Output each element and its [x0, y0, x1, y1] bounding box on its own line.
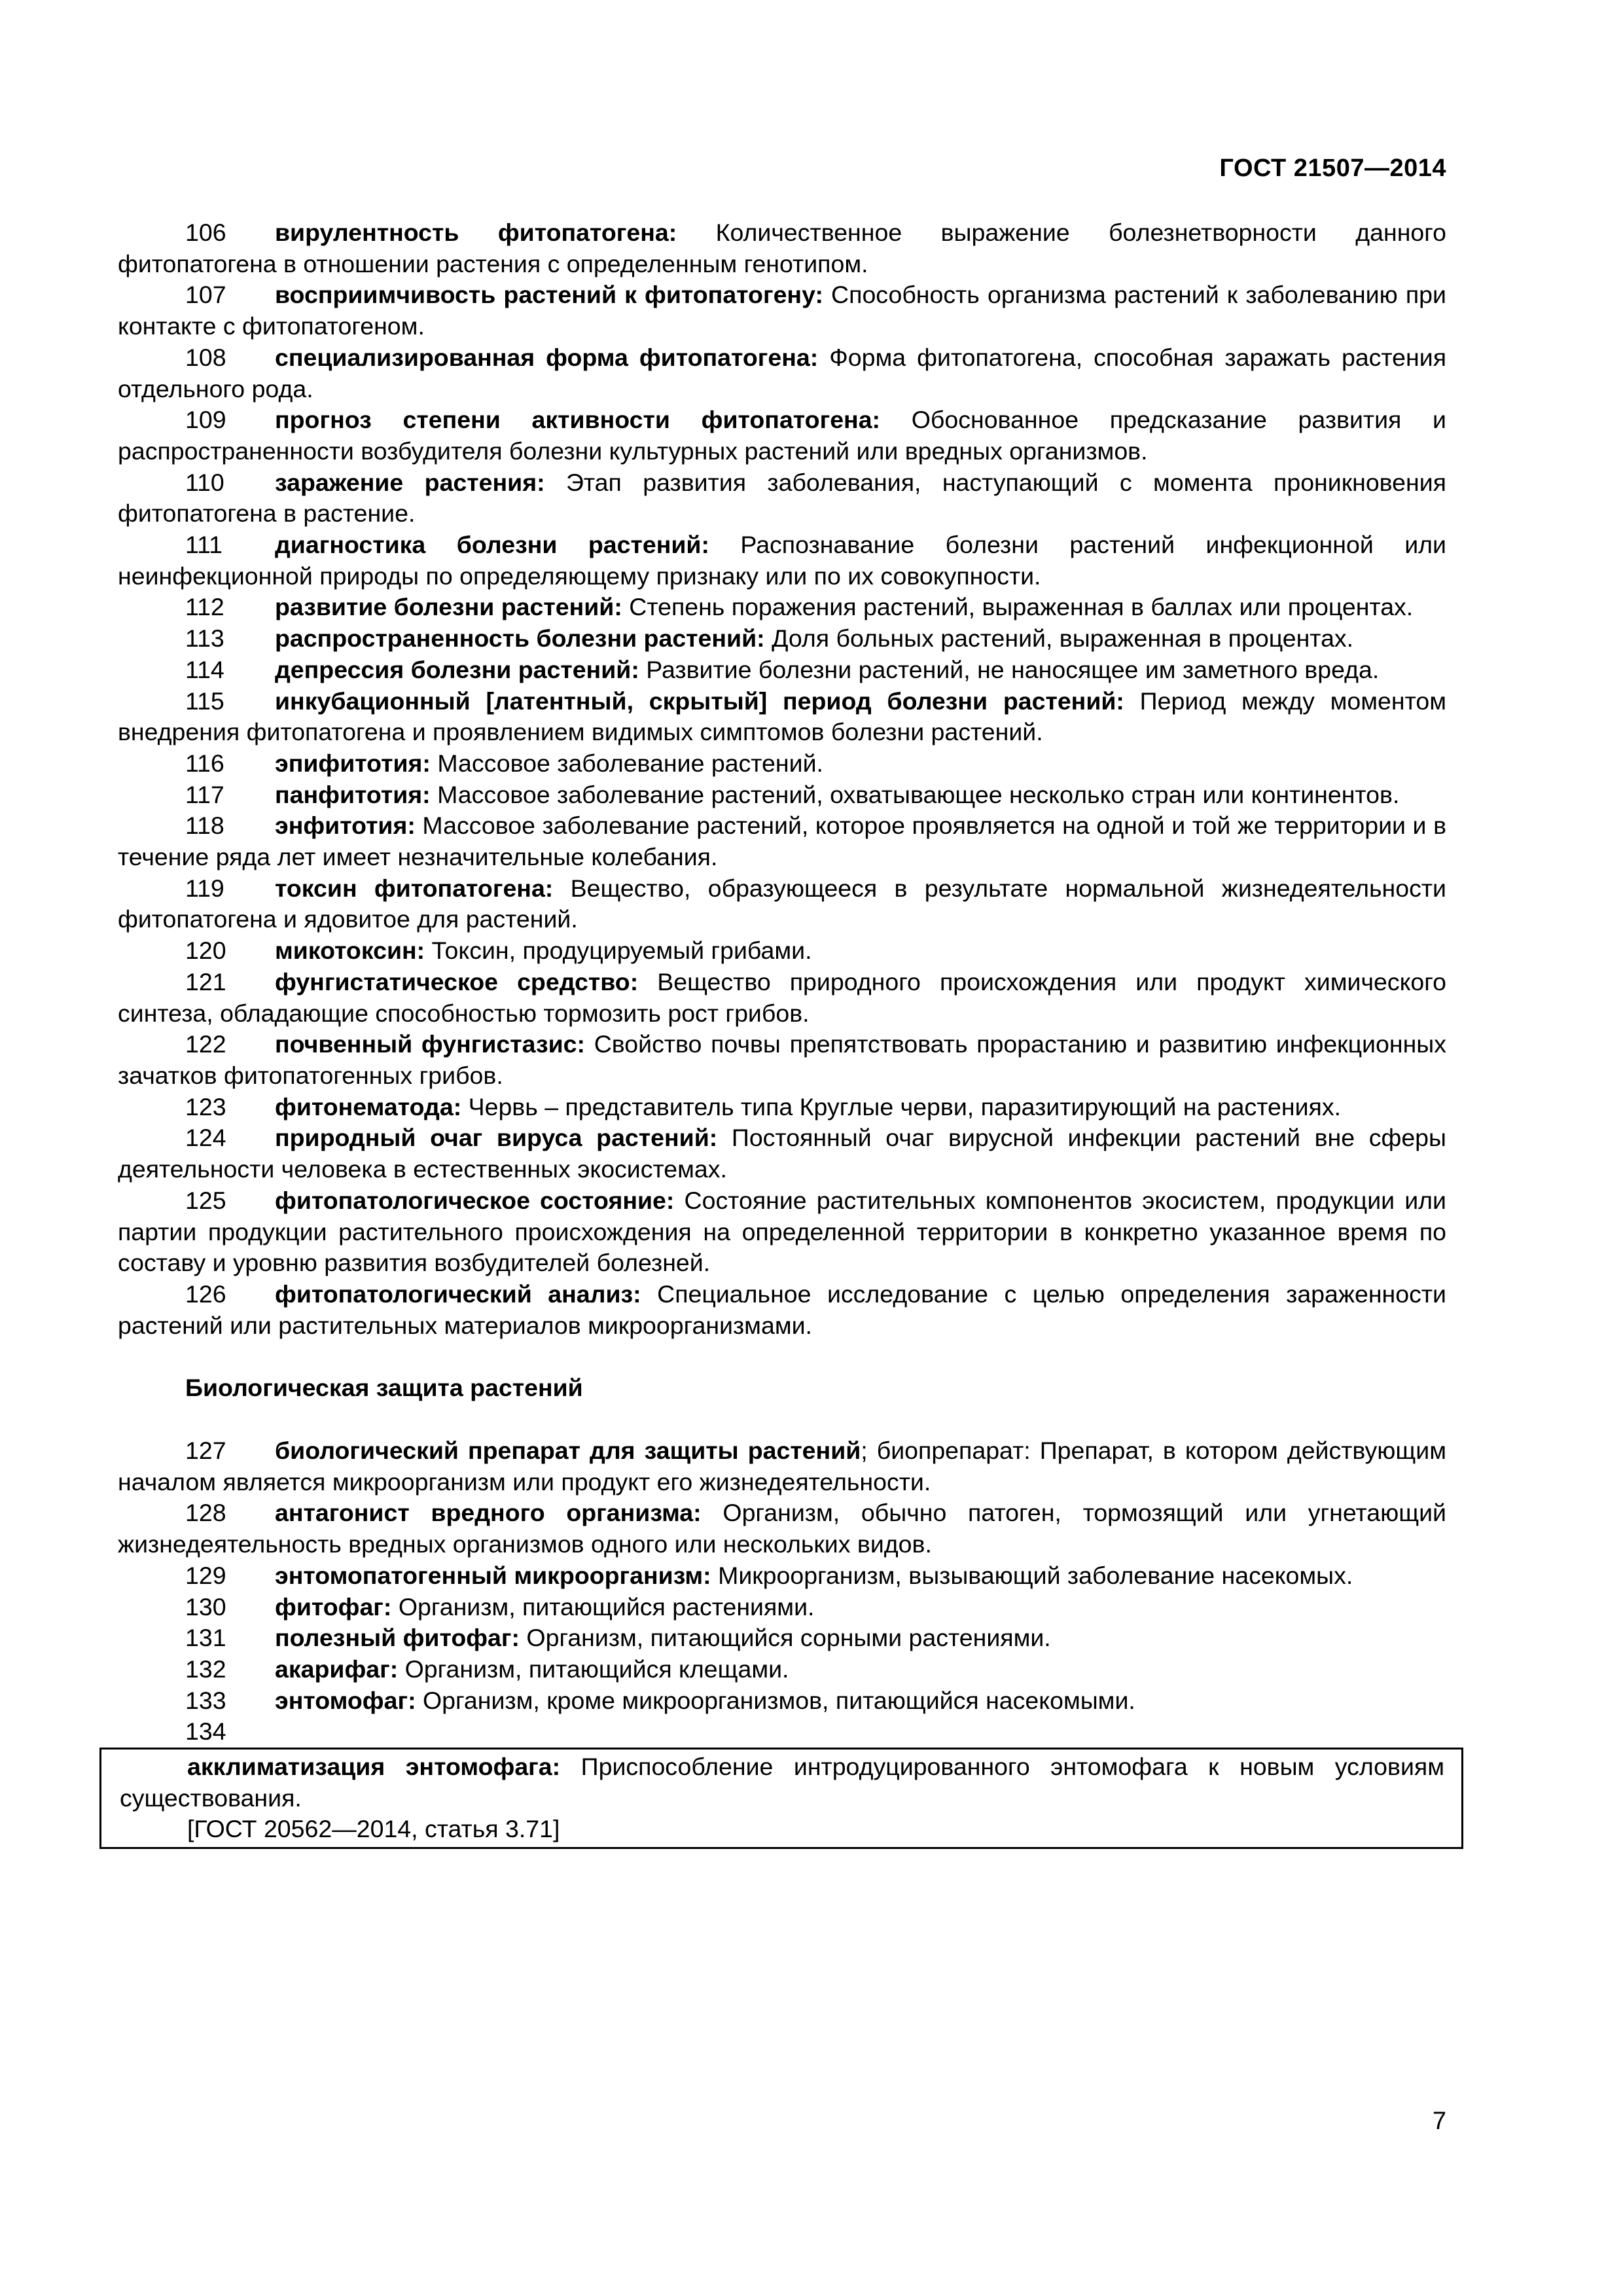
entry-number: 123: [185, 1092, 226, 1121]
term-entry: [118, 623, 1446, 655]
entry-term: диагностика болезни растений:: [275, 531, 709, 559]
entry-number: 116: [185, 749, 224, 777]
terms-list-phytopathology: [118, 217, 1446, 1341]
term-entry: [118, 1185, 1446, 1279]
entry-text: Форма фитопатогена, способная заражать растения отдельного рода.: [118, 343, 1446, 403]
entry-text: Червь – представитель типа Круглые черви, паразитирующий на растениях.: [461, 1092, 1341, 1121]
entry-number: 119: [185, 874, 224, 902]
entry-text: Доля больных растений, выраженная в процентах.: [764, 624, 1354, 653]
entry-text: ; биопрепарат: Препарат, в котором действующим началом является микроорганизм или продукт его жизнедеятельности.: [118, 1437, 1446, 1496]
term-entry: [118, 1654, 1446, 1685]
entry-text: Количественное выражение болезнетворности данного фитопатогена в отношении растения с определенным генотипом.: [118, 219, 1446, 278]
entry-term: вирулентность фитопатогена:: [275, 219, 677, 246]
entry-text: Способность организма растений к заболеванию при контакте с фитопатогеном.: [118, 281, 1446, 340]
entry-number: 126: [185, 1280, 226, 1308]
entry-text: Развитие болезни растений, не наносящее им заметного вреда.: [639, 655, 1380, 683]
entry-number: 111: [185, 531, 223, 559]
entry-term: энфитотия:: [275, 812, 416, 840]
term-entry: [118, 1279, 1446, 1341]
entry-number: 133: [185, 1686, 226, 1714]
term-entry: [118, 592, 1446, 623]
entry-number: 117: [185, 780, 224, 808]
entry-text: Вещество, образующееся в результате нормальной жизнедеятельности фитопатогена и ядовитое для растений.: [118, 874, 1446, 933]
entry-text: Организм, питающийся растениями.: [391, 1592, 815, 1621]
entry-number: 120: [185, 937, 226, 965]
entry-term: депрессия болезни растений:: [275, 655, 639, 683]
entry-text: Период между моментом внедрения фитопатогена и проявлением видимых симптомов болезни растений.: [118, 687, 1447, 746]
entry-text: Массовое заболевание растений.: [430, 749, 823, 777]
term-entry: [118, 686, 1446, 748]
entry-number: 121: [185, 967, 226, 996]
term-entry: [118, 1560, 1446, 1592]
term-entry: [118, 404, 1446, 467]
entry-text: Приспособление интродуцированного энтомофага к новым условиям существования.: [120, 1753, 1444, 1812]
entry-number: 107: [185, 281, 226, 309]
entry-number: 113: [185, 624, 224, 653]
entry-term: прогноз степени активности фитопатогена:: [275, 406, 881, 434]
entry-term: микотоксин:: [275, 937, 425, 965]
entry-term: полезный фитофаг:: [275, 1624, 520, 1652]
entry-number: 115: [185, 687, 224, 715]
entry-term: биологический препарат для защиты растений: [275, 1437, 861, 1465]
entry-term: энтомофаг:: [275, 1686, 416, 1714]
entry-term: природный очаг вируса растений:: [275, 1124, 718, 1152]
page-number: 7: [1432, 2108, 1446, 2135]
term-entry: [118, 529, 1446, 592]
entry-number: 108: [185, 343, 226, 371]
entry-number: 124: [185, 1124, 226, 1152]
entry-term: специализированная форма фитопатогена:: [275, 343, 819, 371]
entry-number: 110: [185, 468, 224, 496]
entry-text: Токсин, продуцируемый грибами.: [425, 937, 812, 965]
entry-number: 125: [185, 1186, 226, 1214]
term-entry: [118, 467, 1446, 529]
reference-note: [ГОСТ 20562—2014, статья 3.71]: [187, 1815, 560, 1843]
term-entry: [118, 873, 1446, 935]
term-entry: [118, 1685, 1446, 1717]
document-body: [118, 217, 1446, 1849]
entry-term: акарифаг:: [275, 1655, 399, 1683]
entry-term: инкубационный [латентный, скрытый] период болезни растений:: [275, 687, 1124, 715]
entry-term: панфитотия:: [275, 780, 431, 808]
entry-text: Массовое заболевание растений, которое проявляется на одной и той же территории и в течение ряда лет имеет незначительные колебания.: [118, 812, 1446, 871]
terms-list-biological-protection: [118, 1435, 1446, 1716]
term-entry: [118, 342, 1446, 404]
entry-text: Организм, питающийся клещами.: [398, 1655, 789, 1683]
entry-term: восприимчивость растений к фитопатогену:: [275, 281, 823, 309]
entry-text: Вещество природного происхождения или продукт химического синтеза, обладающие способностью тормозить рост грибов.: [118, 967, 1446, 1027]
entry-text: Организм, питающийся сорными растениями.: [520, 1624, 1051, 1652]
entry-text: Свойство почвы препятствовать прорастанию и развитию инфекционных зачатков фитопатогенных грибов.: [118, 1030, 1446, 1089]
entry-text: Массовое заболевание растений, охватывающее несколько стран или континентов.: [430, 780, 1400, 808]
term-entry: [118, 1092, 1446, 1123]
entry-134-definition: [120, 1751, 1444, 1814]
term-entry: [118, 935, 1446, 967]
entry-text: Специальное исследование с целью определения зараженности растений или растительных материалов микроорганизмами.: [118, 1280, 1446, 1339]
entry-text: Этап развития заболевания, наступающий с момента проникновения фитопатогена в растение.: [118, 468, 1446, 528]
term-entry: [118, 217, 1446, 279]
entry-term: энтомопатогенный микроорганизм:: [275, 1561, 711, 1589]
entry-number: 112: [185, 593, 224, 621]
term-entry: [118, 810, 1446, 872]
entry-134-number: 134: [185, 1717, 226, 1746]
term-entry: [118, 1029, 1446, 1091]
entry-number: 122: [185, 1030, 226, 1058]
entry-text: Микроорганизм, вызывающий заболевание насекомых.: [711, 1561, 1353, 1589]
term-entry: [118, 967, 1446, 1029]
term-entry: [118, 1498, 1446, 1560]
term-entry: [118, 1623, 1446, 1654]
term-entry: [118, 1435, 1446, 1498]
term-entry: [118, 748, 1446, 780]
entry-term: распространенность болезни растений:: [275, 624, 765, 653]
entry-term: токсин фитопатогена:: [275, 874, 554, 902]
entry-text: Организм, кроме микроорганизмов, питающийся насекомыми.: [416, 1686, 1135, 1714]
entry-term: фитопатологическое состояние:: [275, 1186, 675, 1214]
entry-text: Распознавание болезни растений инфекционной или неинфекционной природы по определяющему признаку или по их совокупности.: [118, 531, 1447, 590]
document-code: ГОСТ 21507—2014: [1219, 154, 1446, 182]
entry-text: Обоснованное предсказание развития и распространенности возбудителя болезни культурных растений или вредных организмов.: [118, 406, 1446, 465]
section-title: Биологическая защита растений: [185, 1374, 583, 1402]
entry-number: 114: [185, 655, 224, 683]
boxed-definition: [99, 1748, 1463, 1849]
entry-number: 130: [185, 1592, 226, 1621]
term-entry: [118, 1122, 1446, 1185]
entry-number: 109: [185, 406, 226, 434]
entry-text: Степень поражения растений, выраженная в баллах или процентах.: [622, 593, 1414, 621]
entry-text: Состояние растительных компонентов экосистем, продукции или партии продукции растительного происхождения на определенной территории в конкретно указанное время по составу и уровню развития возбудителей болезней.: [118, 1186, 1446, 1277]
entry-number: 132: [185, 1655, 226, 1683]
entry-term: фунгистатическое средство:: [275, 967, 639, 996]
entry-number: 127: [185, 1437, 226, 1465]
entry-term: антагонист вредного организма:: [275, 1499, 702, 1527]
entry-term: развитие болезни растений:: [275, 593, 622, 621]
entry-number: 128: [185, 1499, 226, 1527]
term-entry: [118, 1592, 1446, 1623]
entry-number: 106: [185, 219, 226, 246]
term-entry: [118, 780, 1446, 811]
entry-term: заражение растения:: [275, 468, 545, 496]
entry-text: Постоянный очаг вирусной инфекции растений вне сферы деятельности человека в естественных экосистемах.: [118, 1124, 1446, 1183]
entry-term: фитофаг:: [275, 1592, 392, 1621]
entry-text: Организм, обычно патоген, тормозящий или угнетающий жизнедеятельность вредных организмов одного или нескольких видов.: [118, 1499, 1446, 1558]
entry-number: 131: [185, 1624, 226, 1652]
term-entry: [118, 655, 1446, 686]
entry-term: фитонематода:: [275, 1092, 462, 1121]
term-entry: [118, 279, 1446, 342]
entry-term: эпифитотия:: [275, 749, 431, 777]
entry-term: акклиматизация энтомофага:: [187, 1753, 561, 1781]
entry-term: фитопатологический анализ:: [275, 1280, 641, 1308]
entry-term: почвенный фунгистазис:: [275, 1030, 585, 1058]
entry-number: 118: [185, 812, 224, 840]
entry-number: 129: [185, 1561, 226, 1589]
